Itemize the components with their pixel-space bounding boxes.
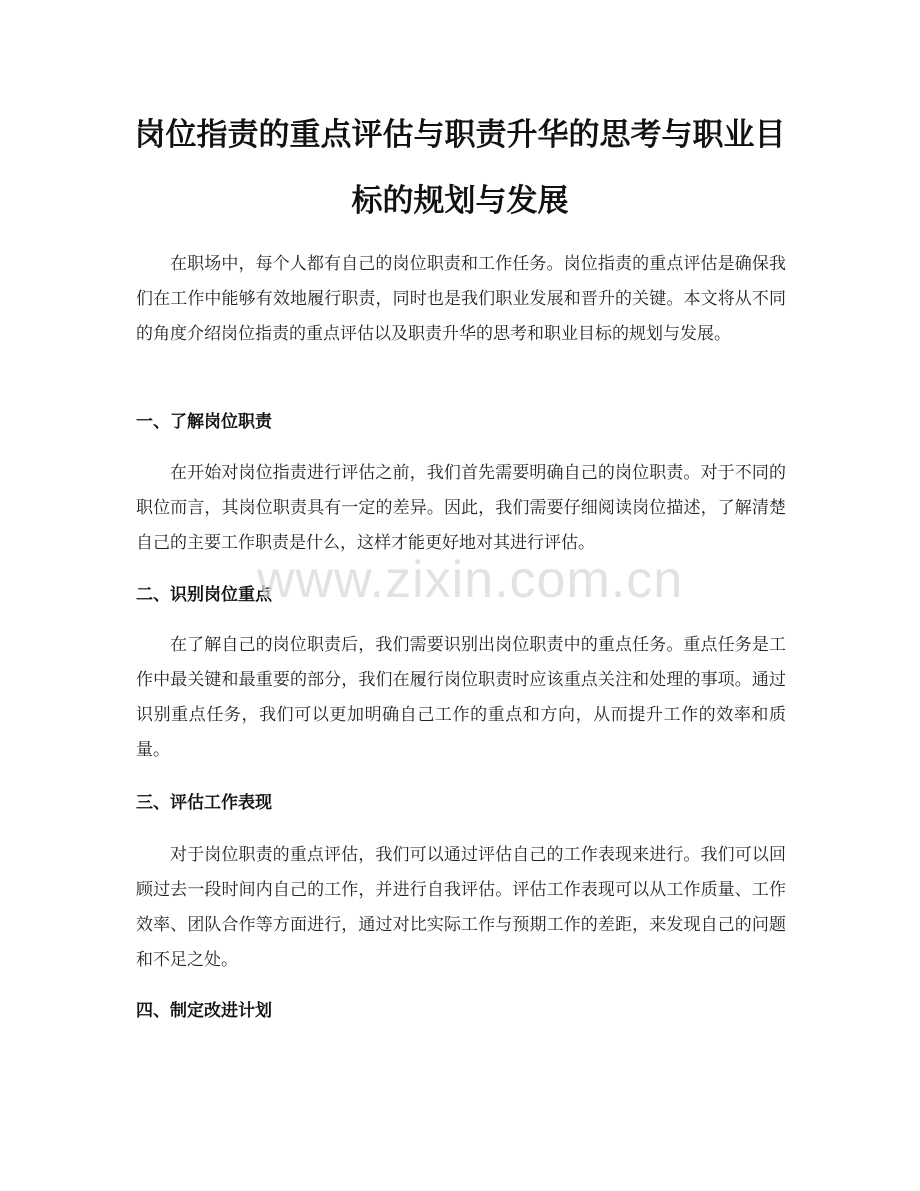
section-heading-1: 一、了解岗位职责 (136, 412, 272, 432)
section-heading-2: 二、识别岗位重点 (136, 585, 272, 605)
intro-paragraph: 在职场中，每个人都有自己的岗位职责和工作任务。岗位指责的重点评估是确保我们在工作中能够有效地履行职责，同时也是我们职业发展和晋升的关键。本文将从不同的角度介绍岗位指责的重点评估以及职责升华的思考和职业目标的规划与发展。 (136, 254, 786, 344)
document-title: 岗位指责的重点评估与职责升华的思考与职业目标的规划与发展 (134, 117, 786, 219)
section-body-1: 在开始对岗位指责进行评估之前，我们首先需要明确自己的岗位职责。对于不同的职位而言，其岗位职责具有一定的差异。因此，我们需要仔细阅读岗位描述，了解清楚自己的主要工作职责是什么，这样才能更好地对其进行评估。 (136, 463, 786, 553)
section-body-3: 对于岗位职责的重点评估，我们可以通过评估自己的工作表现来进行。我们可以回顾过去一段时间内自己的工作，并进行自我评估。评估工作表现可以从工作质量、工作效率、团队合作等方面进行，通过对比实际工作与预期工作的差距，来发现自己的问题和不足之处。 (136, 845, 786, 970)
section-heading-3: 三、评估工作表现 (136, 793, 272, 813)
section-body-2: 在了解自己的岗位职责后，我们需要识别出岗位职责中的重点任务。重点任务是工作中最关键和最重要的部分，我们在履行岗位职责时应该重点关注和处理的事项。通过识别重点任务，我们可以更加明确自己工作的重点和方向，从而提升工作的效率和质量。 (136, 635, 786, 760)
section-heading-4: 四、制定改进计划 (136, 1001, 272, 1021)
watermark: www.zixin.com.cn (256, 551, 684, 609)
